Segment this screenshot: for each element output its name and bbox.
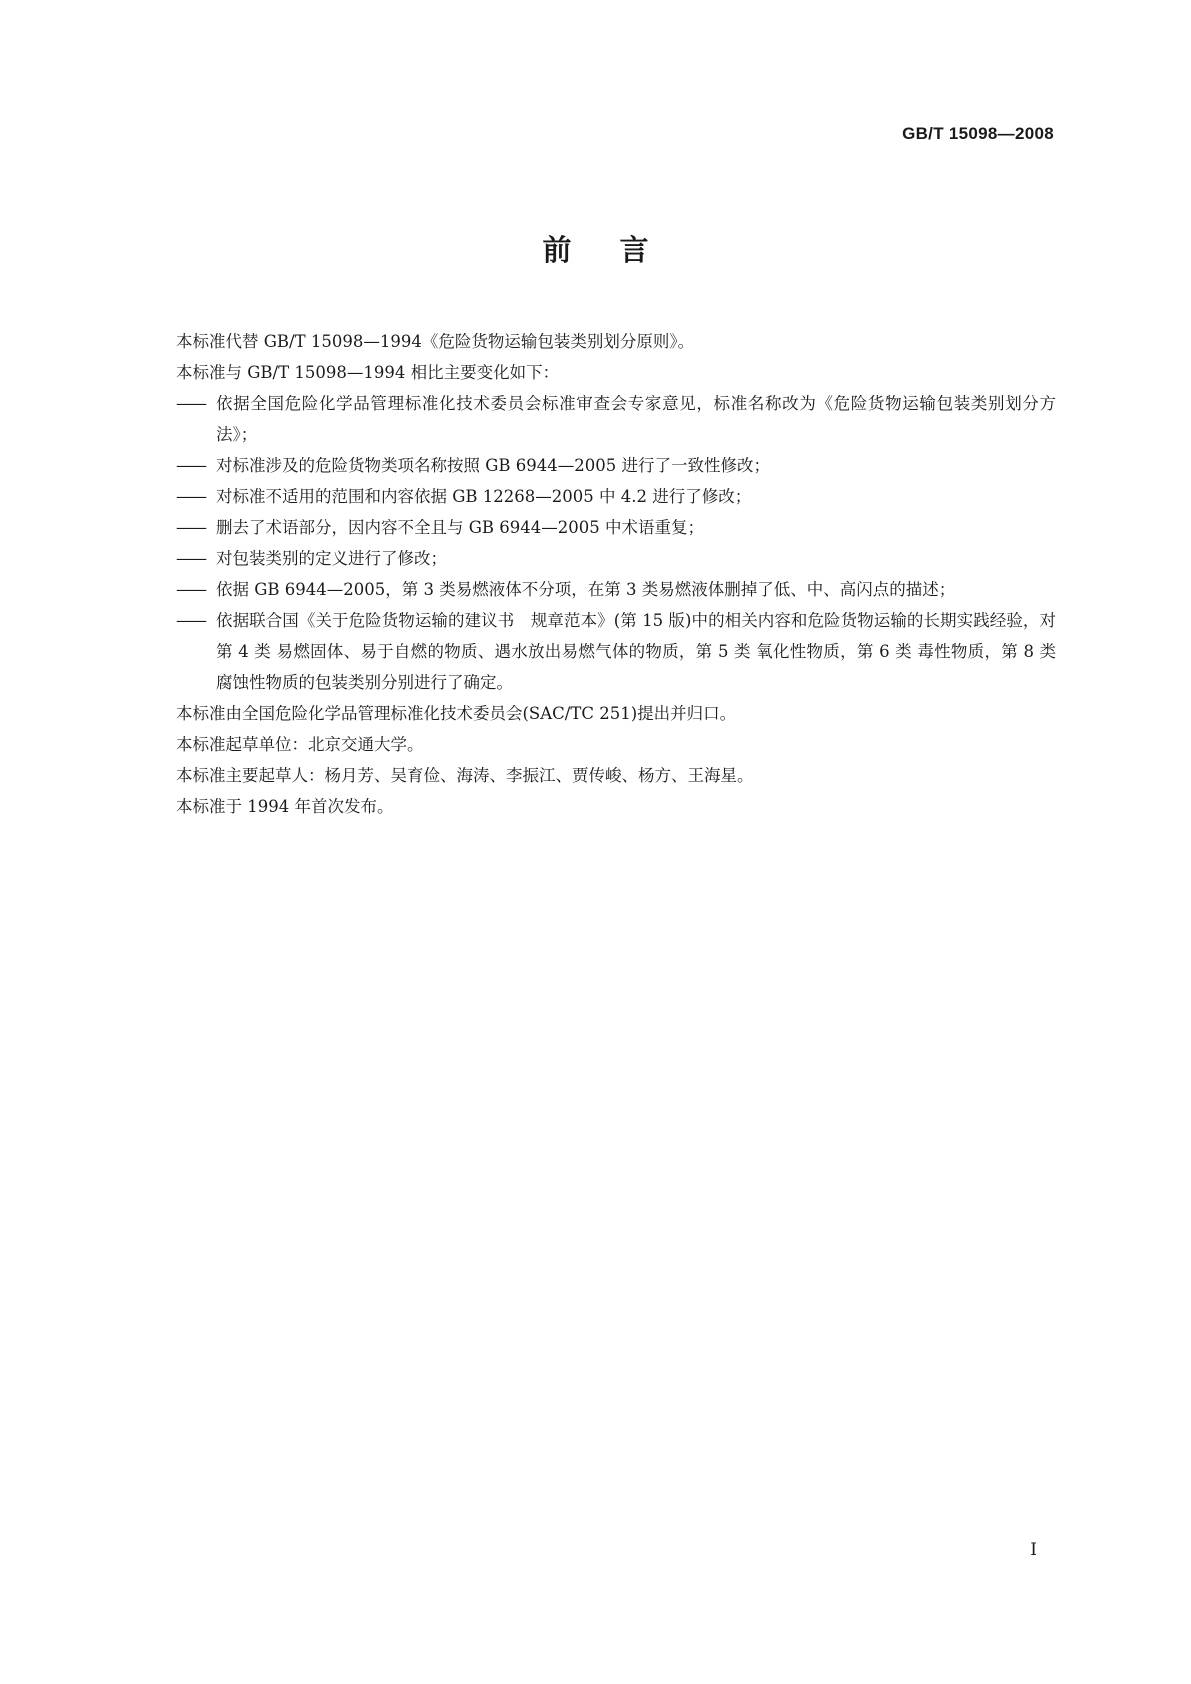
change-item bbox=[176, 450, 1056, 481]
dash-marker: —— bbox=[176, 580, 205, 599]
change-item bbox=[176, 605, 1056, 698]
standard-code: GB/T 15098—2008 bbox=[902, 124, 1054, 143]
dash-marker: —— bbox=[176, 518, 205, 537]
paragraph: 本标准于 1994 年首次发布。 bbox=[176, 797, 394, 816]
paragraph: 本标准由全国危险化学品管理标准化技术委员会(SAC/TC 251)提出并归口。 bbox=[176, 704, 737, 723]
change-item bbox=[176, 543, 1056, 574]
change-text: 依据 GB 6944—2005，第 3 类易燃液体不分项，在第 3 类易燃液体删掉了低、中、高闪点的描述； bbox=[216, 580, 956, 599]
document-body bbox=[176, 326, 1056, 822]
page-number: I bbox=[1030, 1540, 1037, 1560]
dash-marker: —— bbox=[176, 611, 205, 630]
change-item bbox=[176, 481, 1056, 512]
dash-marker: —— bbox=[176, 487, 205, 506]
change-text: 依据联合国《关于危险货物运输的建议书 规章范本》(第 15 版)中的相关内容和危险货物运输的长期实践经验，对第 4 类 易燃固体、易于自燃的物质、遇水放出易燃气体的物质，第 5 类 氧化性物质，第 6 类 毒性物质，第 8 类 腐蚀性物质的包装类别分别进行了确定。 bbox=[216, 611, 1056, 692]
change-text: 依据全国危险化学品管理标准化技术委员会标准审查会专家意见，标准名称改为《危险货物运输包装类别划分方法》； bbox=[216, 394, 1056, 444]
change-item bbox=[176, 388, 1056, 450]
change-text: 对标准不适用的范围和内容依据 GB 12268—2005 中 4.2 进行了修改； bbox=[216, 487, 752, 506]
dash-marker: —— bbox=[176, 456, 205, 475]
dash-marker: —— bbox=[176, 394, 205, 413]
dash-marker: —— bbox=[176, 549, 205, 568]
change-text: 对包装类别的定义进行了修改； bbox=[216, 549, 447, 568]
page-title: 前言 bbox=[542, 233, 697, 267]
paragraph: 本标准起草单位：北京交通大学。 bbox=[176, 735, 424, 754]
change-text: 对标准涉及的危险货物类项名称按照 GB 6944—2005 进行了一致性修改； bbox=[216, 456, 771, 475]
paragraph: 本标准与 GB/T 15098—1994 相比主要变化如下： bbox=[176, 363, 560, 382]
paragraph: 本标准主要起草人：杨月芳、吴育俭、海涛、李振江、贾传峻、杨方、王海星。 bbox=[176, 766, 754, 785]
change-item bbox=[176, 574, 1056, 605]
change-item bbox=[176, 512, 1056, 543]
paragraph: 本标准代替 GB/T 15098—1994《危险货物运输包装类别划分原则》。 bbox=[176, 332, 695, 351]
change-text: 删去了术语部分，因内容不全且与 GB 6944—2005 中术语重复； bbox=[216, 518, 705, 537]
